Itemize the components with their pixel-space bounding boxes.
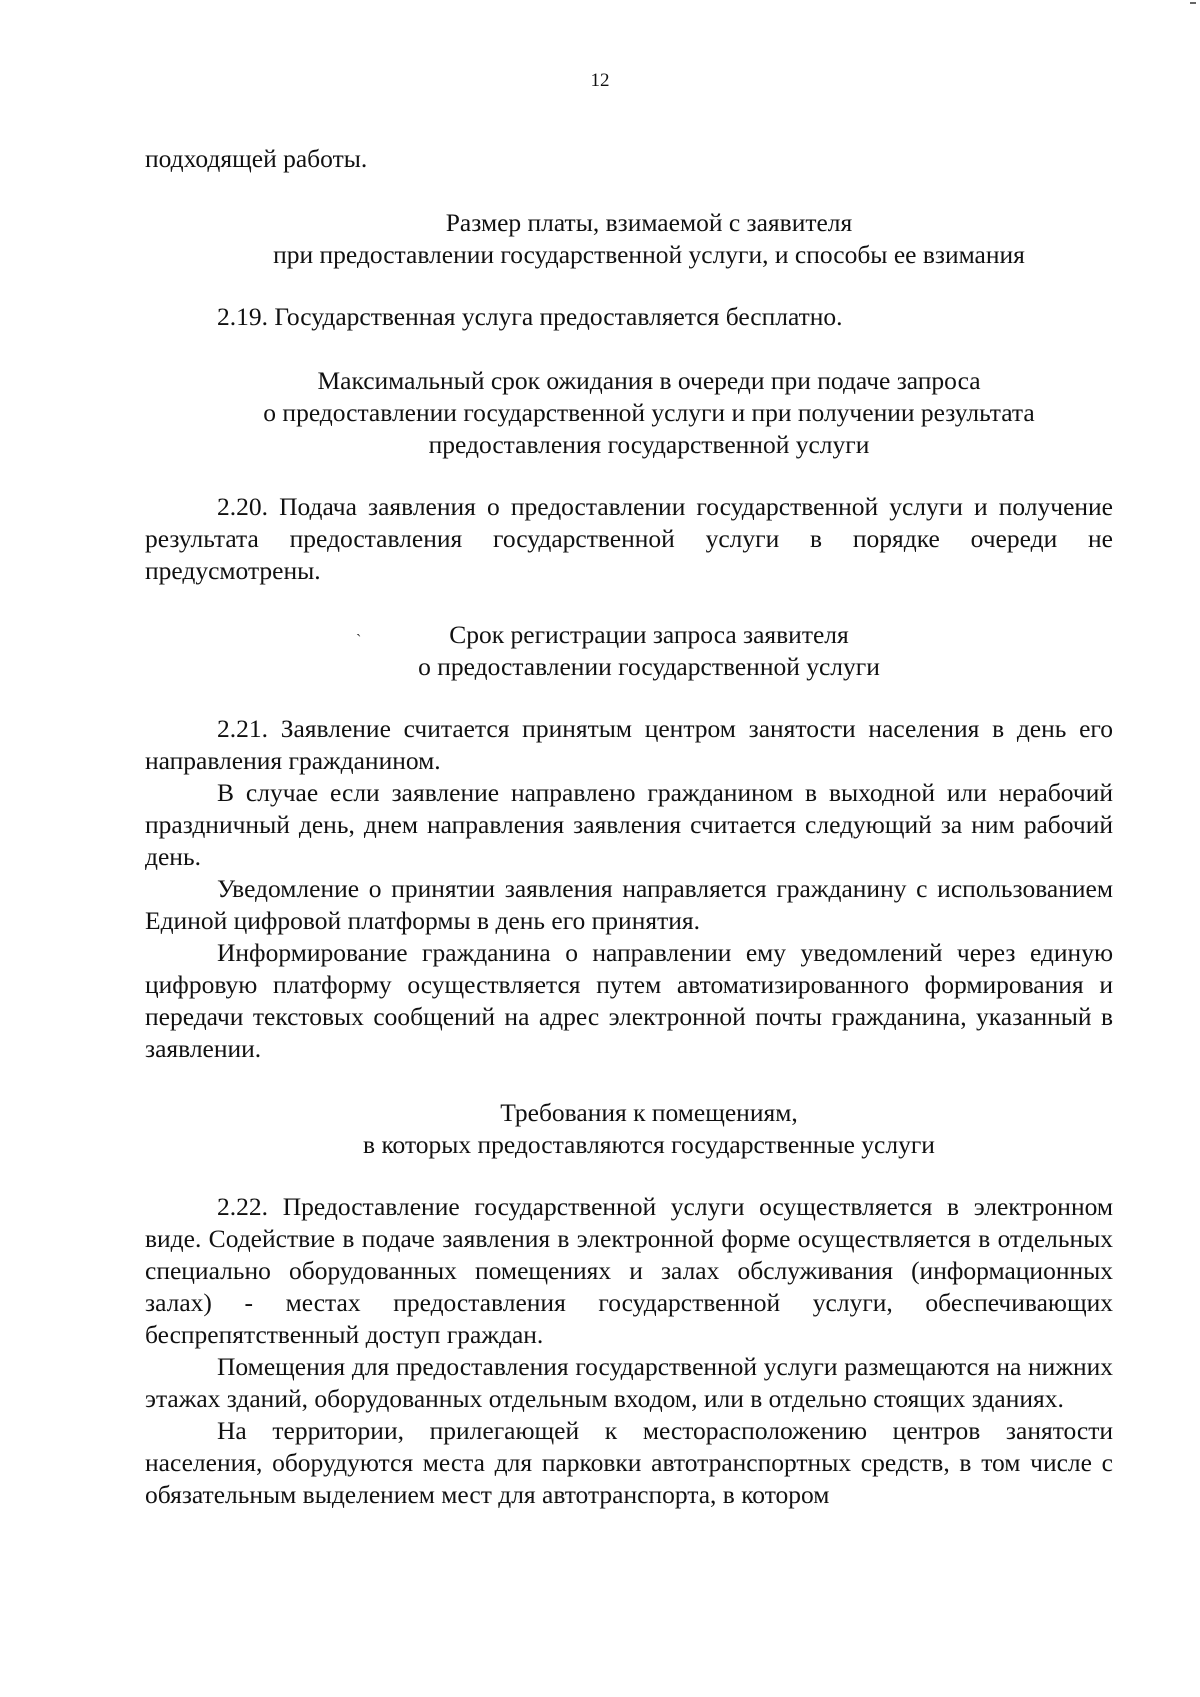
paragraph-2-21-a: 2.21. Заявление считается принятым центром занятости населения в день его направления гражданином. — [145, 714, 1113, 775]
heading-line: Требования к помещениям, — [500, 1098, 798, 1127]
heading-line: о предоставлении государственной услуги — [418, 652, 880, 681]
paragraph-2-21-b: В случае если заявление направлено гражданином в выходной или нерабочий праздничный день, днем направления заявления считается следующий за ним рабочий день. — [145, 778, 1113, 871]
paragraph-2-19: 2.19. Государственная услуга предоставляется бесплатно. — [217, 302, 843, 331]
page-number: 12 — [590, 70, 610, 91]
heading-line: о предоставлении государственной услуги и при получении результата — [263, 398, 1035, 427]
paragraph-2-22-b: Помещения для предоставления государственной услуги размещаются на нижних этажах зданий, оборудованных отдельным входом, или в отдельно стоящих зданиях. — [145, 1352, 1113, 1413]
paragraph-2-21-c: Уведомление о принятии заявления направляется гражданину с использованием Единой цифровой платформы в день его принятия. — [145, 874, 1113, 935]
heading-line: Размер платы, взимаемой с заявителя — [445, 208, 853, 237]
heading-line: Максимальный срок ожидания в очереди при подаче запроса — [317, 366, 981, 395]
section-heading-registration — [145, 619, 1113, 683]
section-heading-premises — [145, 1097, 1113, 1161]
paragraph-2-21-d: Информирование гражданина о направлении ему уведомлений через единую цифровую платформу осуществляется путем автоматизированного формирования и передачи текстовых сообщений на адрес электронной почты гражданина, указанный в заявлении. — [145, 938, 1113, 1063]
stray-mark: ` — [356, 632, 362, 649]
heading-line: предоставления государственной услуги — [428, 430, 870, 459]
heading-line: в которых предоставляются государственные услуги — [363, 1130, 935, 1159]
paragraph-2-20: 2.20. Подача заявления о предоставлении государственной услуги и получение результата предоставления государственной услуги в порядке очереди не предусмотрены. — [145, 492, 1113, 585]
heading-line: Срок регистрации запроса заявителя — [449, 620, 849, 649]
document-body — [145, 143, 1113, 1511]
section-heading-fee — [145, 207, 1113, 271]
paragraph-2-22-a: 2.22. Предоставление государственной услуги осуществляется в электронном виде. Содействие в подаче заявления в электронной форме осуществляется в отдельных специально оборудованных помещениях и залах обслуживания (информационных залах) - местах предоставления государственной услуги, обеспечивающих беспрепятственный доступ граждан. — [145, 1192, 1113, 1349]
continuation-text: подходящей работы. — [145, 144, 368, 173]
heading-line: при предоставлении государственной услуги, и способы ее взимания — [273, 240, 1025, 269]
section-heading-queue — [145, 365, 1113, 461]
paragraph-2-22-c: На территории, прилегающей к месторасположению центров занятости населения, оборудуются места для парковки автотранспортных средств, в том числе с обязательным выделением мест для автотранспорта, в котором — [145, 1416, 1113, 1509]
scan-edge-mark — [1190, 2, 1196, 4]
